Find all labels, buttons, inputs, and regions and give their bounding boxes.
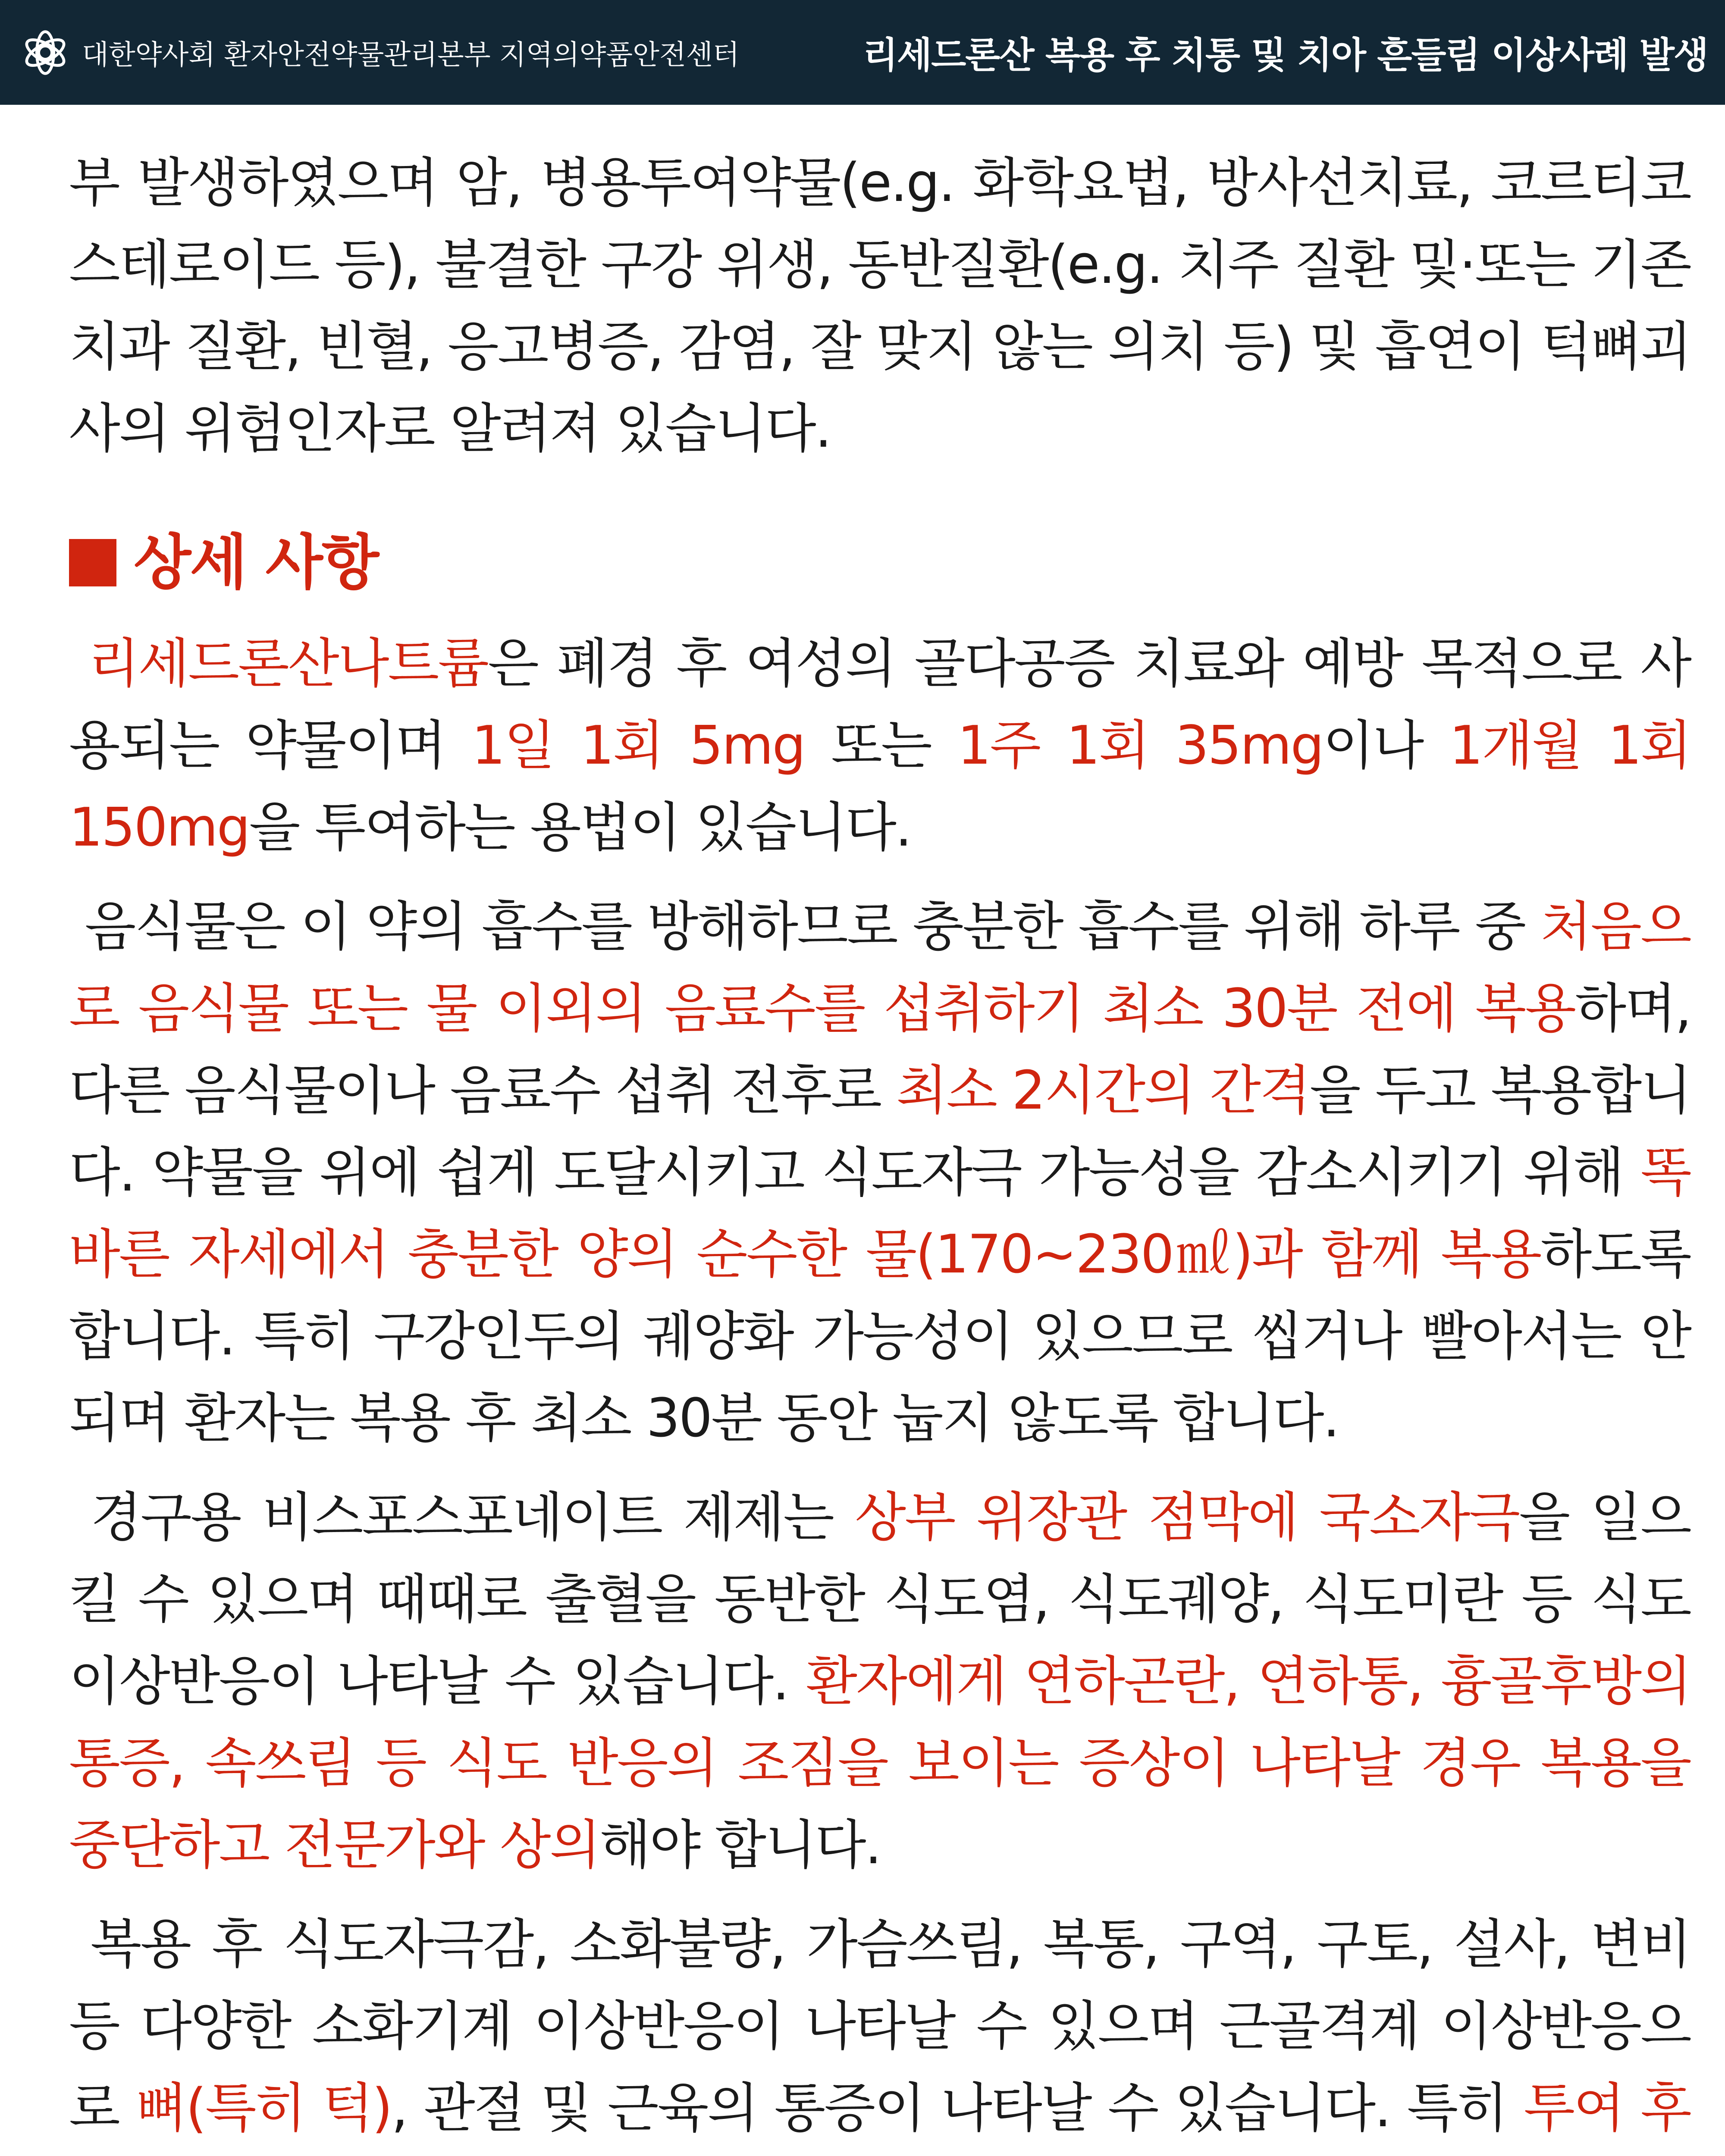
- text-span: , 관절 및 근육의 통증이 나타날 수 있습니다. 특히: [391, 2078, 1524, 2139]
- text-span: 을 두고 복용합니다. 약물을 위에 쉽게 도달시키고 식도자극 가능성을 감소시키기 위해: [69, 1060, 1690, 1203]
- interval-highlight: 최소 2시간의 간격: [896, 1060, 1310, 1122]
- pharmacist-association-logo-icon: [22, 29, 69, 76]
- timing-highlight: 처음으로 음식물 또는 물 이외의 음료수를 섭취하기 최소 30분 전에 복용: [69, 896, 1690, 1040]
- organization-name: 대한약사회 환자안전약물관리본부 지역의약품안전센터: [82, 39, 740, 71]
- paragraph-adverse-effects: [69, 1904, 1690, 2156]
- intro-text: 부 발생하였으며 암, 병용투여약물(e.g. 화학요법, 방사선치료, 코르티코스테로이드 등), 불결한 구강 위생, 동반질환(e.g. 치주 질환 및·또는 기존 치과 질환, 빈혈, 응고병증, 감염, 잘 맞지 않는 의치 등) 및 흡연이 턱뼈괴사의 위험인자로 알려져 있습니다.: [69, 152, 1690, 460]
- section-heading-text: 상세 사항: [134, 528, 378, 597]
- paragraph-administration: [69, 886, 1690, 1460]
- intro-paragraph: [69, 142, 1690, 470]
- posture-water-highlight: 똑바른 자세에서 충분한 양의 순수한 물(170~230㎖)과 함께 복용: [69, 1142, 1690, 1285]
- dosage-monthly-highlight: 1개월 1회 150mg: [69, 715, 1691, 859]
- text-span: 하며, 다른 음식물이나 음료수 섭취 전후로: [69, 978, 1690, 1122]
- text-span: 을 투여하는 용법이 있습니다.: [249, 797, 911, 859]
- header-bar: [0, 0, 1725, 105]
- document-body: [69, 142, 1690, 2156]
- bone-highlight: 뼈(특히 턱): [136, 2078, 392, 2139]
- paragraph-dosage: [69, 623, 1690, 869]
- square-bullet-icon: [69, 539, 116, 586]
- text-span: 음식물은 이 약의 흡수를 방해하므로 충분한 흡수를 위해 하루 중: [85, 896, 1541, 958]
- warning-highlight: 환자에게 연하곤란, 연하통, 흉골후방의 통증, 속쓰림 등 식도 반응의 조짐을 보이는 증상이 나타날 경우 복용을 중단하고 전문가와 상의: [69, 1651, 1691, 1876]
- text-span: 을 일으킬 수 있으며 때때로 출혈을 동반한 식도염, 식도궤양, 식도미란 등 식도 이상반응이 나타날 수 있습니다.: [69, 1487, 1691, 1712]
- text-span: 경구용 비스포스포네이트 제제는: [91, 1487, 855, 1548]
- paragraph-esophageal: [69, 1477, 1690, 1887]
- osteonecrosis-highlight: 투여 후: [1524, 2078, 1690, 2139]
- dosage-weekly-highlight: 1주 1회 35mg: [957, 715, 1323, 777]
- section-heading: [69, 526, 1690, 599]
- text-span: 또는: [804, 715, 958, 777]
- text-span: 은 폐경 후 여성의 골다공증 치료와 예방 목적으로 사용되는 약물이며: [69, 633, 1690, 777]
- text-span: 복용 후 식도자극감, 소화불량, 가슴쓰림, 복통, 구역, 구토, 설사, 변비 등 다양한 소화기계 이상반응이 나타날 수 있으며 근골격계 이상반응으로: [69, 1914, 1690, 2139]
- drug-name-highlight: 리세드론산나트륨: [88, 633, 488, 695]
- dosage-daily-highlight: 1일 1회 5mg: [471, 715, 805, 777]
- irritation-highlight: 상부 위장관 점막에 국소자극: [855, 1487, 1519, 1548]
- document-title: 리세드론산 복용 후 치통 및 치아 흔들림 이상사례 발생: [862, 34, 1708, 76]
- text-span: 이나: [1323, 715, 1449, 777]
- text-span: 하도록 합니다. 특히 구강인두의 궤양화 가능성이 있으므로 씹거나 빨아서는 안되며 환자는 복용 후 최소 30분 동안 눕지 않도록 합니다.: [69, 1224, 1690, 1449]
- text-span: 해야 합니다.: [599, 1814, 881, 1876]
